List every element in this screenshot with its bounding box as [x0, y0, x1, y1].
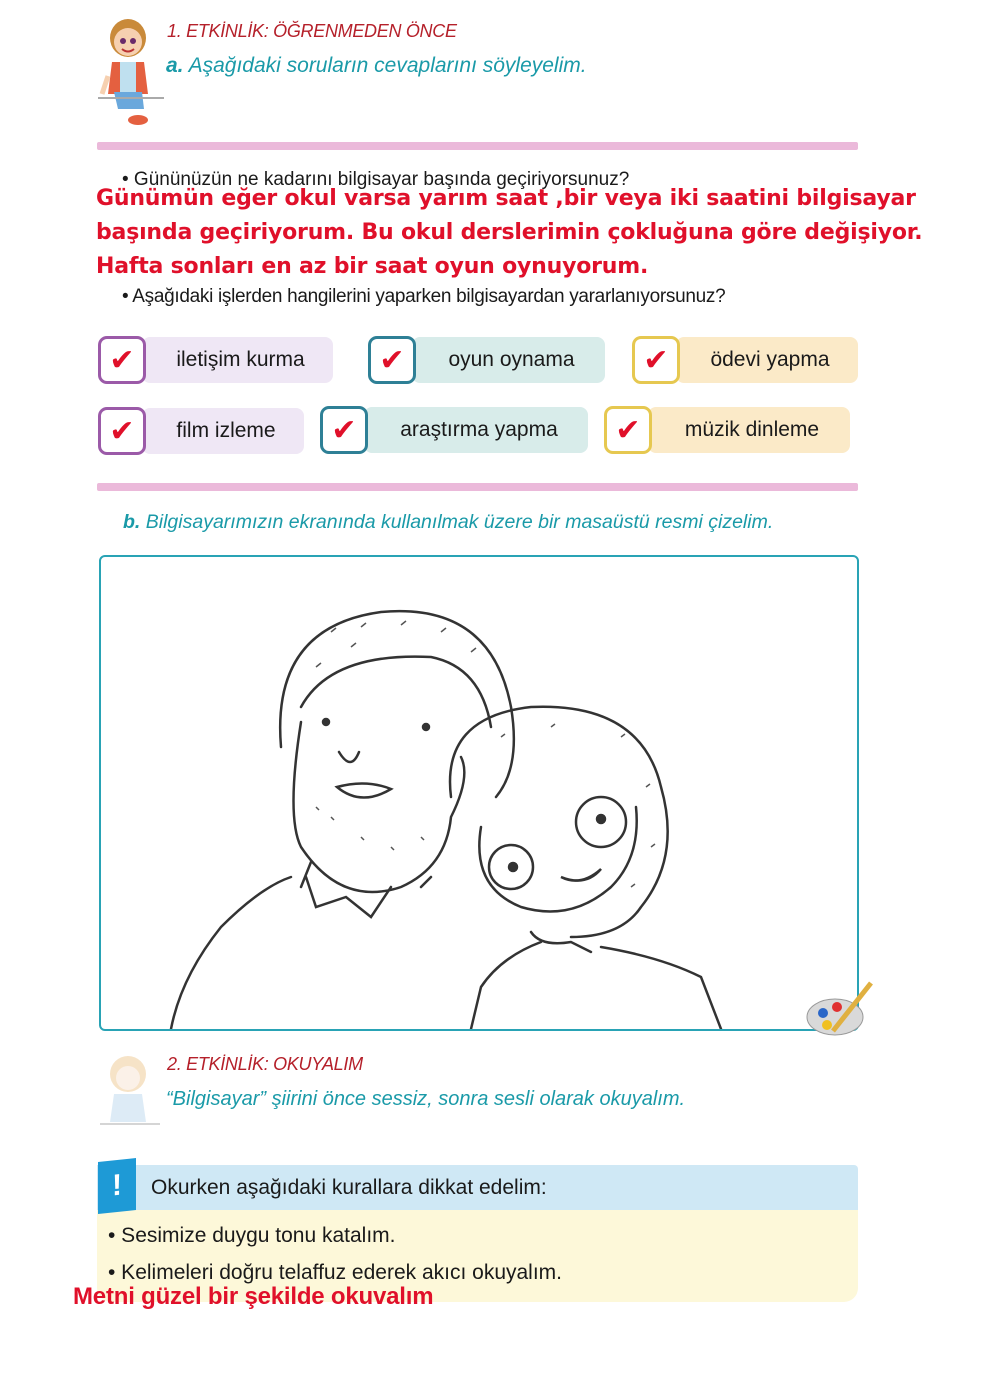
couple-drawing	[101, 557, 857, 1029]
option-film-izleme[interactable]	[98, 407, 305, 455]
drawing-area[interactable]	[99, 555, 859, 1031]
option-label: müzik dinleme	[648, 407, 850, 453]
checkmark-icon: ✔	[109, 343, 135, 377]
question-1: • Gününüzün ne kadarını bilgisayar başında geçiriyorsunuz?	[122, 169, 630, 190]
option-label: oyun oynama	[412, 337, 605, 383]
rule-1: • Sesimize duygu tonu katalım.	[108, 1224, 396, 1247]
checkmark-icon: ✔	[109, 414, 135, 448]
checkmark-icon: ✔	[379, 343, 405, 377]
checkbox[interactable]	[604, 406, 652, 454]
checkbox[interactable]	[368, 336, 416, 384]
part-a-instruction	[166, 54, 587, 78]
answer-line-3: Hafta sonları en az bir saat oyun oynuyorum.	[96, 254, 649, 279]
checkbox[interactable]	[632, 336, 680, 384]
paint-palette-icon	[803, 975, 877, 1041]
question-2: • Aşağıdaki işlerden hangilerini yaparken bilgisayardan yararlanıyorsunuz?	[122, 286, 726, 307]
option-label: araştırma yapma	[364, 407, 588, 453]
girl-mascot-illustration	[100, 1052, 160, 1127]
part-b-text: Bilgisayarımızın ekranında kullanılmak üzere bir masaüstü resmi çizelim.	[145, 511, 774, 533]
answer-line-2: başında geçiriyorum. Bu okul derslerimin çokluğuna göre değişiyor.	[96, 220, 923, 245]
section-divider	[97, 483, 858, 491]
option-label: iletişim kurma	[142, 337, 333, 383]
section-divider	[97, 142, 858, 150]
checkbox[interactable]	[98, 407, 146, 455]
option-label: ödevi yapma	[676, 337, 858, 383]
activity1-title: 1. ETKİNLİK: ÖĞRENMEDEN ÖNCE	[167, 21, 457, 41]
answer-line-1: Günümün eğer okul varsa yarım saat ,bir veya iki saatini bilgisayar	[96, 186, 916, 211]
part-b-label: b.	[123, 511, 141, 533]
option-muzik-dinleme[interactable]	[604, 406, 851, 454]
activity2-instruction: “Bilgisayar” şiirini önce sessiz, sonra sesli olarak okuyalım.	[166, 1088, 686, 1110]
rule-2: • Kelimeleri doğru telaffuz ederek akıcı okuyalım.	[108, 1261, 563, 1284]
activity2-title: 2. ETKİNLİK: OKUYALIM	[167, 1054, 363, 1074]
part-b-instruction	[123, 511, 773, 534]
option-label: film izleme	[142, 408, 304, 454]
option-oyun-oynama[interactable]	[368, 336, 606, 384]
part-a-label: a.	[166, 54, 184, 77]
info-title: Okurken aşağıdaki kurallara dikkat edelim:	[151, 1176, 547, 1199]
checkmark-icon: ✔	[331, 413, 357, 447]
option-odevi-yapma[interactable]	[632, 336, 859, 384]
handwritten-answer: Metni güzel bir şekilde okuvalım	[73, 1283, 434, 1310]
part-a-text: Aşağıdaki soruların cevaplarını söyleyelim.	[188, 54, 587, 77]
boy-mascot-illustration	[98, 14, 164, 129]
checkbox[interactable]	[320, 406, 368, 454]
checkbox[interactable]	[98, 336, 146, 384]
option-iletisim-kurma[interactable]	[98, 336, 334, 384]
exclamation-icon: !	[98, 1158, 136, 1214]
checkmark-icon: ✔	[615, 413, 641, 447]
checkmark-icon: ✔	[643, 343, 669, 377]
option-arastirma-yapma[interactable]	[320, 406, 589, 454]
